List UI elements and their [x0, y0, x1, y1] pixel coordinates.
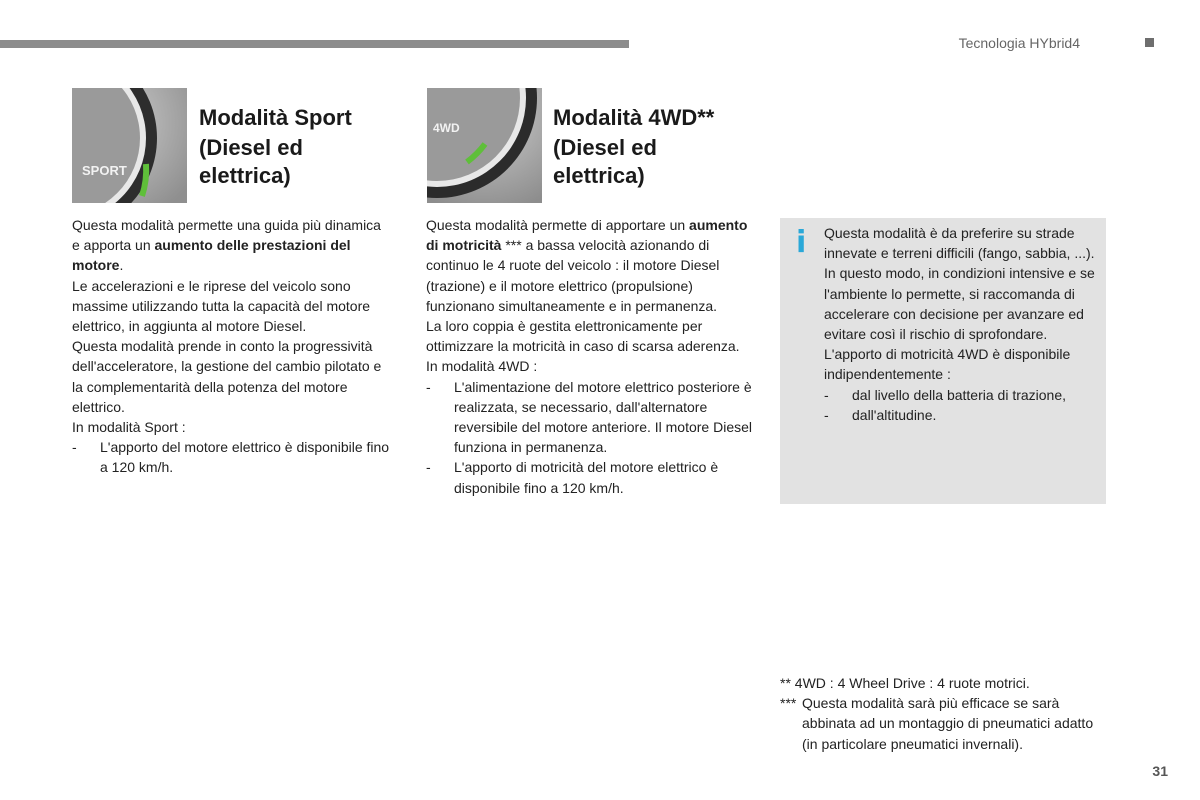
sport-title-line1: Modalità Sport — [199, 105, 352, 130]
info-box — [780, 218, 1106, 504]
4wd-bullet-1: - L'alimentazione del motore elettrico posteriore è realizzata, se necessario, dall'alternatore reversibile del motore anteriore. Il motore Diesel funziona in permanenza. — [426, 378, 753, 456]
info-text — [824, 223, 1102, 425]
4wd-title-line1: Modalità 4WD** — [553, 105, 715, 130]
sport-paragraph-3: Questa modalità prende in conto la progressività dell'acceleratore, la gestione del cambio pilotato e la complementarità della potenza del motore elettrico. — [72, 338, 382, 415]
info-paragraph-2: In questo modo, in condizioni intensive e se l'ambiente lo permette, si raccomanda di accelerare con decisione per avanzare ed evitare così il rischio di sprofondare. — [824, 265, 1095, 343]
sport-bullet-1: - L'apporto del motore elettrico è disponibile fino a 120 km/h. — [72, 439, 390, 476]
info-bullet-1: - dal livello della batteria di trazione, — [824, 386, 1067, 403]
sport-paragraph-1: Questa modalità permette una guida più dinamica e apporta un aumento delle prestazioni del motore. — [72, 217, 381, 274]
sport-paragraph-2: Le accelerazioni e le riprese del veicolo sono massime utilizzando tutta la capacità del motore elettrico, in aggiunta al motore Diesel. — [72, 277, 371, 335]
footnote-2: *** Questa modalità sarà più efficace se sarà abbinata ad un montaggio di pneumatici adatto (in particolare pneumatici invernali). — [780, 695, 1094, 752]
4wd-title — [553, 104, 714, 190]
4wd-body — [426, 215, 756, 498]
4wd-mode-dial-image — [427, 88, 542, 203]
4wd-title-line2: (Diesel ed — [553, 135, 657, 160]
sport-title — [199, 104, 352, 190]
sport-paragraph-4: In modalità Sport : — [72, 419, 186, 436]
footnotes — [780, 673, 1100, 754]
4wd-paragraph-3: In modalità 4WD : — [426, 358, 538, 375]
header-rule — [0, 40, 629, 48]
sport-dial-label: SPORT — [82, 163, 127, 178]
footnote-1: ** 4WD : 4 Wheel Drive : 4 ruote motrici. — [780, 675, 1030, 691]
4wd-paragraph-1: Questa modalità permette di apportare un aumento di motricità *** a bassa velocità azionando di continuo le 4 ruote del veicolo : il motore Diesel (trazione) e il motore elettrico (propulsione) funzionano simultaneamente e in permanenza. — [426, 217, 748, 314]
4wd-title-line3: elettrica) — [553, 163, 645, 188]
info-bullet-2: - dall'altitudine. — [824, 406, 937, 423]
chapter-title: Tecnologia HYbrid4 — [958, 35, 1080, 51]
info-icon: i — [796, 225, 807, 260]
sport-body — [72, 215, 392, 478]
chapter-square-marker — [1145, 38, 1154, 47]
4wd-paragraph-2: La loro coppia è gestita elettronicamente per ottimizzare la motricità in caso di scarsa aderenza. — [426, 318, 740, 355]
sport-title-line3: elettrica) — [199, 163, 291, 188]
info-paragraph-3: L'apporto di motricità 4WD è disponibile indipendentemente : — [824, 346, 1071, 383]
4wd-bullet-2: - L'apporto di motricità del motore elettrico è disponibile fino a 120 km/h. — [426, 459, 719, 496]
info-paragraph-1: Questa modalità è da preferire su strade innevate e terreni difficili (fango, sabbia, ...). — [824, 225, 1095, 262]
sport-title-line2: (Diesel ed — [199, 135, 303, 160]
page-number: 31 — [1152, 763, 1168, 779]
4wd-dial-label: 4WD — [433, 121, 460, 135]
sport-mode-dial-image — [72, 88, 187, 203]
